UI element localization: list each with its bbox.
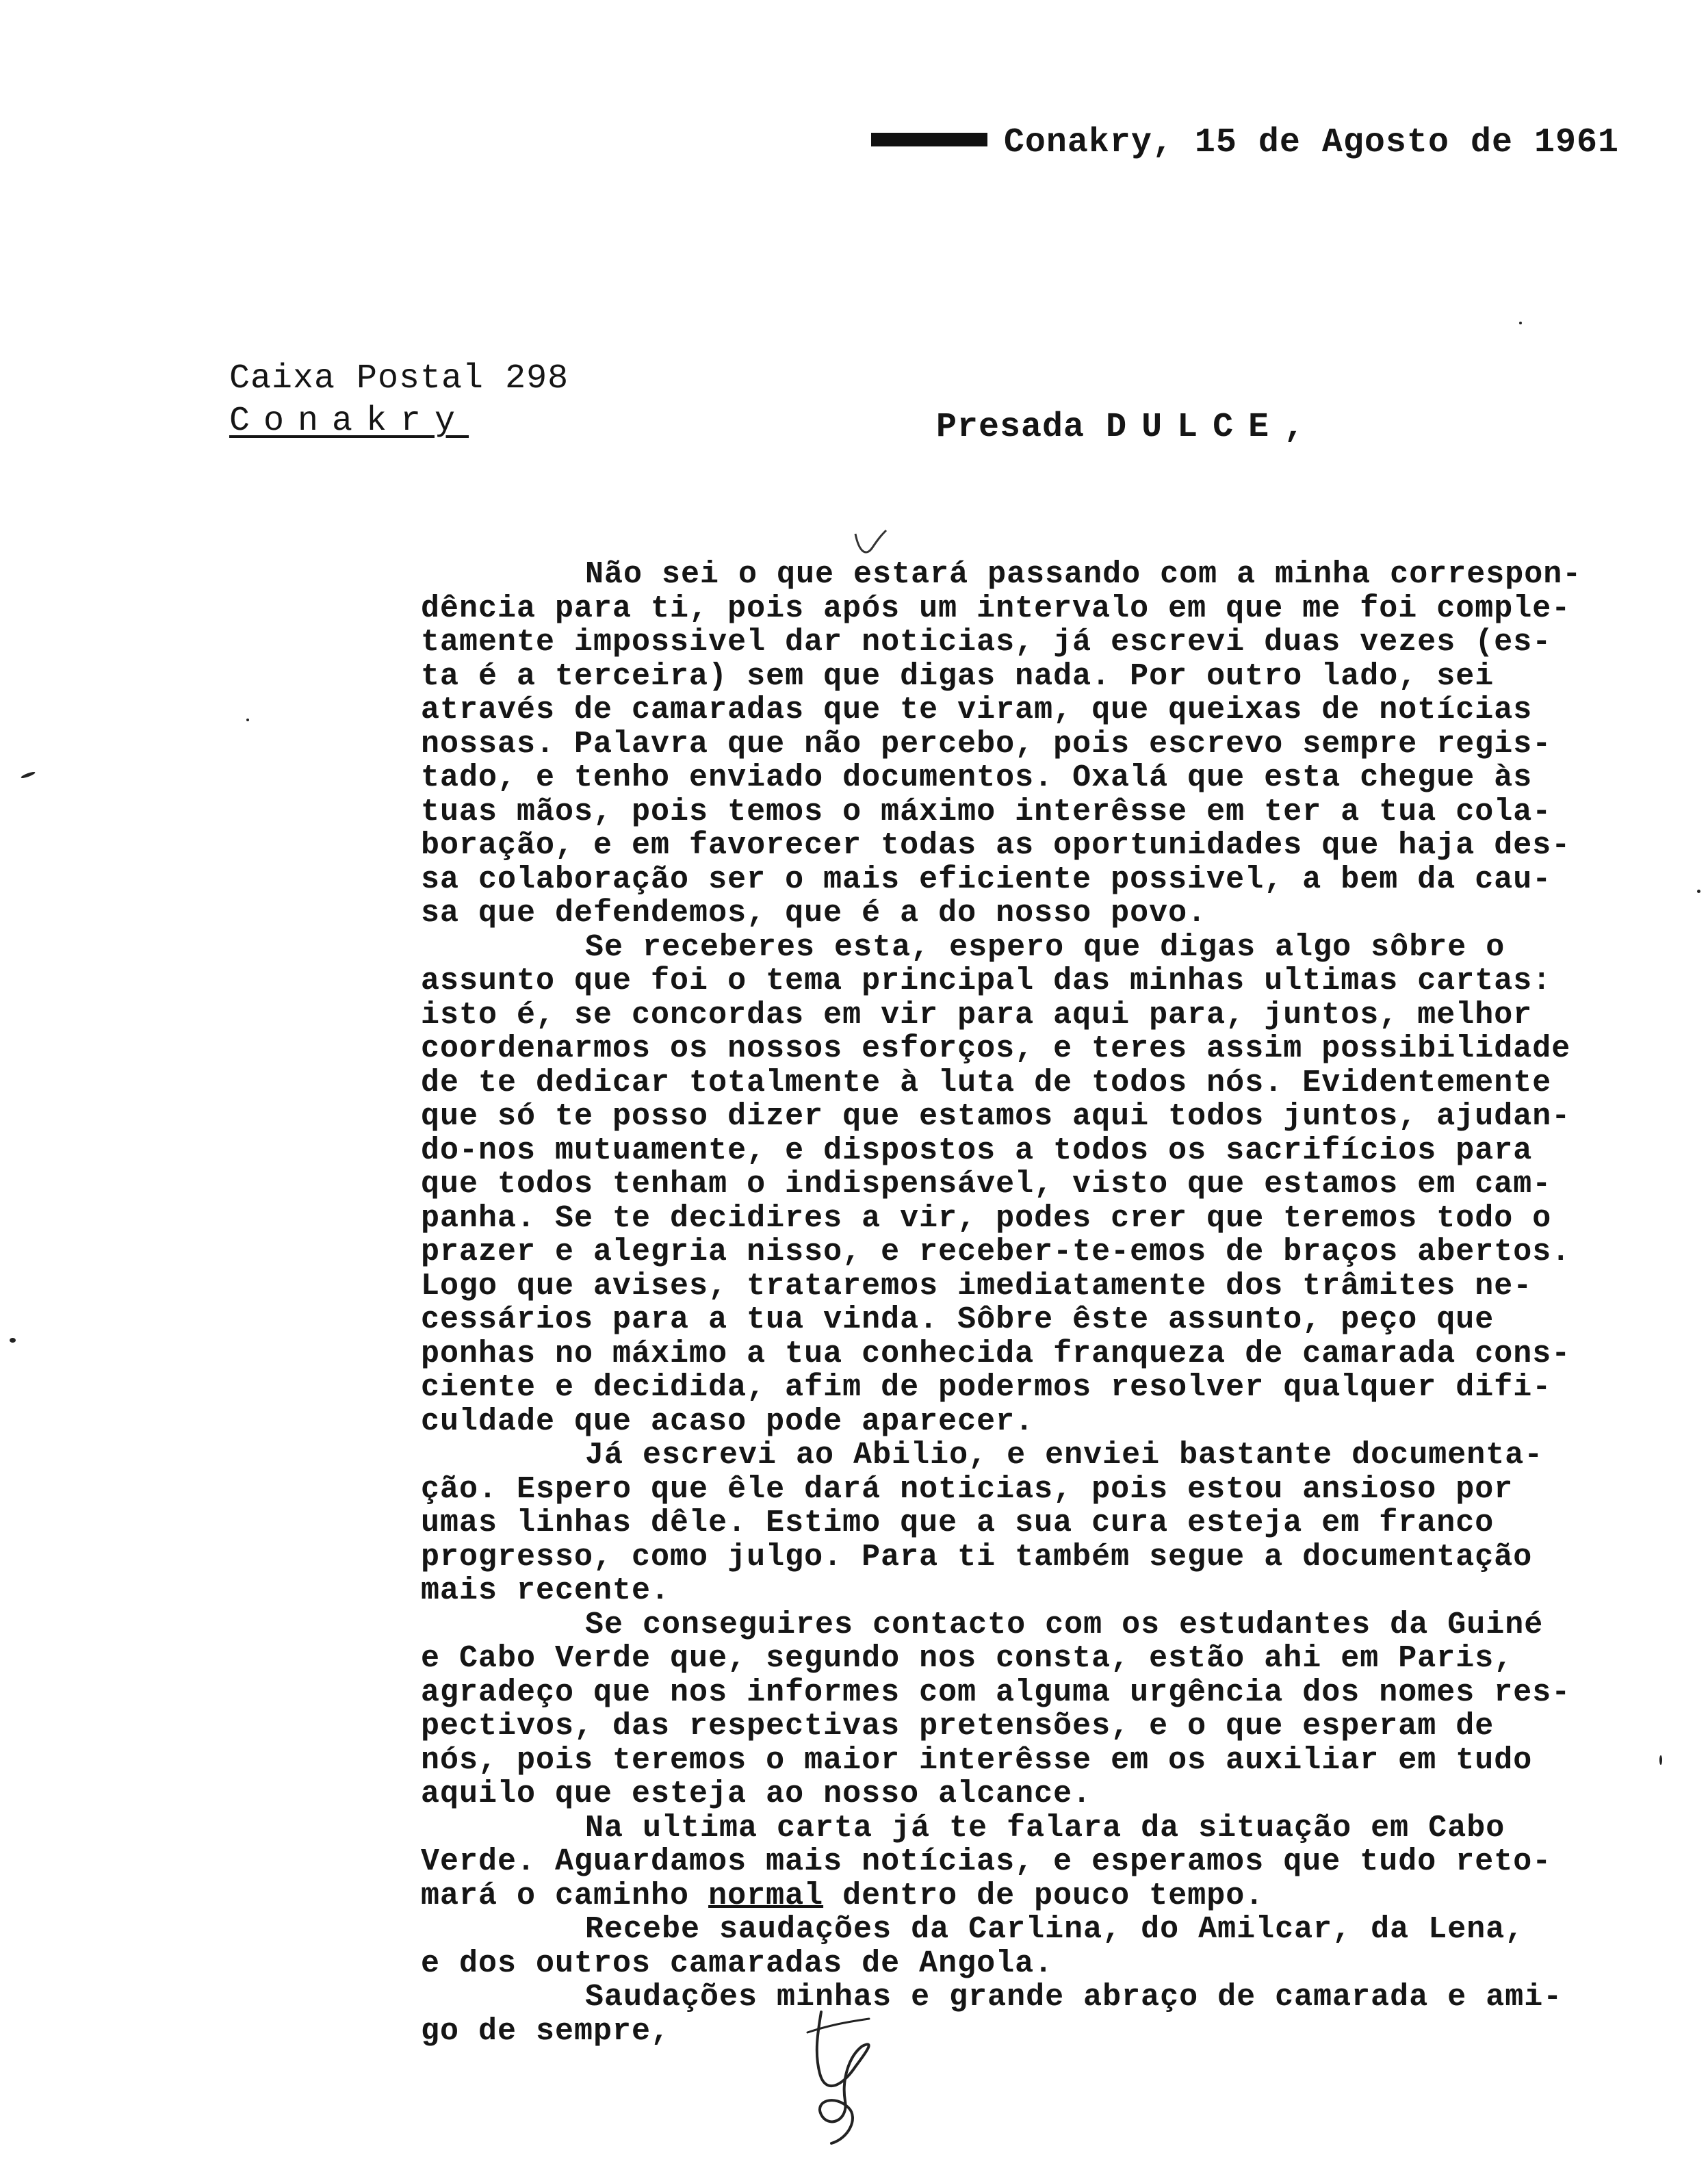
body-line: coordenarmos os nossos esforços, e teres assim possibilidade [421,1031,1571,1066]
body-line: Se conseguires contacto com os estudantes da Guiné [585,1607,1544,1642]
handwritten-signature [780,1991,903,2149]
body-line: go de sempre, [421,2013,671,2049]
body-line: prazer e alegria nisso, e receber-te-emos de braços abertos. [421,1235,1571,1269]
body-line: cessários para a tua vinda. Sôbre êste assunto, peço que [421,1302,1494,1337]
body-line: tuas mãos, pois temos o máximo interêsse em ter a tua cola- [421,794,1552,829]
body-line: Já escrevi ao Abilio, e enviei bastante documenta- [585,1438,1544,1473]
body-line: Verde. Aguardamos mais notícias, e esperamos que tudo reto- [421,1844,1552,1879]
salutation [936,408,1319,447]
body-line: sa colaboração ser o mais eficiente possivel, a bem da cau- [421,862,1552,897]
body-line: progresso, como julgo. Para ti também segue a documentação [421,1539,1533,1575]
body-line: sa que defendemos, que é a do nosso povo. [421,896,1207,931]
body-line: Na ultima carta já te falara da situação em Cabo [585,1810,1505,1846]
body-line: e dos outros camaradas de Angola. [421,1946,1054,1981]
body-line: agradeço que nos informes com alguma urgência dos nomes res- [421,1675,1571,1710]
body-line: do-nos mutuamente, e dispostos a todos os sacrifícios para [421,1133,1533,1168]
body-line: ção. Espero que êle dará noticias, pois estou ansioso por [421,1471,1514,1507]
body-line: Não sei o que estará passando com a minha correspon- [585,557,1582,592]
body-line: de te dedicar totalmente à luta de todos nós. Evidentemente [421,1065,1552,1100]
dateline [871,123,1619,162]
body-line: tamente impossivel dar noticias, já escrevi duas vezes (es- [421,625,1552,660]
body-line: aquilo que esteja ao nosso alcance. [421,1777,1092,1811]
body-line: ta é a terceira) sem que digas nada. Por outro lado, sei [421,658,1494,694]
salutation-prefix: Presada [936,408,1085,447]
body-line: Se receberes esta, espero que digas algo sôbre o [585,929,1505,965]
body-line: umas linhas dêle. Estimo que a sua cura esteja em franco [421,1506,1494,1540]
body-line: ponhas no máximo a tua conhecida franqueza de camarada cons- [421,1336,1571,1371]
body-line: culdade que acaso pode aparecer. [421,1404,1035,1439]
body-line: nossas. Palavra que não percebo, pois escrevo sempre regis- [421,726,1552,762]
address-line-box: Caixa Postal 298 [229,359,569,398]
body-line: que só te posso dizer que estamos aqui todos juntos, ajudan- [421,1099,1571,1134]
letter-body [421,558,1653,2048]
body-line: mará o caminho normal dentro de pouco tempo. [421,1878,1265,1913]
body-line: ciente e decidida, afim de podermos resolver qualquer difi- [421,1370,1552,1405]
body-line: tado, e tenho enviado documentos. Oxalá que esta chegue às [421,760,1533,795]
dateline-text: Conakry, 15 de Agosto de 1961 [1003,123,1619,162]
body-line: pectivos, das respectivas pretensões, e o que esperam de [421,1709,1494,1744]
body-line: dência para ti, pois após um intervalo em que me foi comple- [421,591,1571,626]
body-line: mais recente. [421,1573,671,1608]
body-line: panha. Se te decidires a vir, podes crer que teremos todo o [421,1200,1552,1236]
body-line: assunto que foi o tema principal das minhas ultimas cartas: [421,964,1552,998]
underlined-word: normal [708,1878,824,1913]
body-line: isto é, se concordas em vir para aqui para, juntos, melhor [421,997,1533,1033]
address-line-city: Conakry [229,402,469,441]
struck-out-text [871,133,987,146]
postal-address [229,358,569,443]
body-line: boração, e em favorecer todas as oportunidades que haja des- [421,828,1571,863]
body-line: e Cabo Verde que, segundo nos consta, estão ahi em Paris, [421,1641,1514,1676]
body-line: Saudações minhas e grande abraço de camarada e ami- [585,1980,1563,2015]
body-line: que todos tenham o indispensável, visto que estamos em cam- [421,1167,1552,1202]
body-line: nós, pois teremos o maior interêsse em os auxiliar em tudo [421,1742,1533,1778]
handwritten-mark [849,527,890,568]
body-line: Logo que avises, trataremos imediatamente dos trâmites ne- [421,1268,1533,1304]
salutation-name: DULCE, [1106,408,1320,447]
body-line: através de camaradas que te viram, que queixas de notícias [421,693,1533,727]
body-line: Recebe saudações da Carlina, do Amilcar, da Lena, [585,1912,1525,1947]
